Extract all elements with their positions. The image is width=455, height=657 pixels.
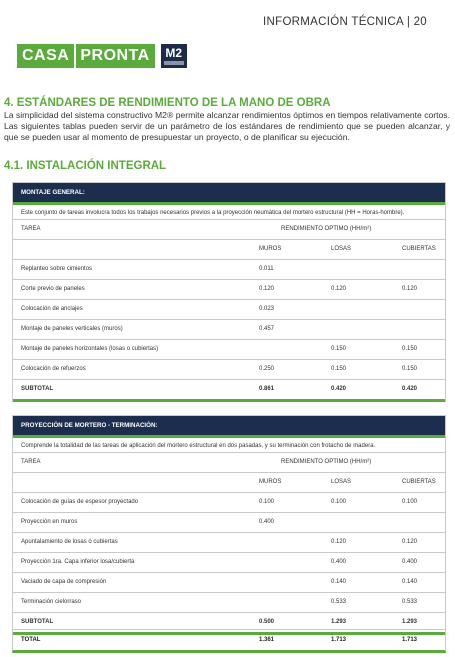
- col-muros-header: MUROS: [259, 479, 282, 485]
- total-row: TOTAL 1.361 1.713 1.713: [12, 629, 446, 653]
- table-row: Proyección en muros 0.400: [13, 513, 445, 533]
- table-title: MONTAJE GENERAL:: [13, 183, 445, 205]
- table-description: Este conjunto de tareas involucra todos los trabajos necesarios previos a la proyección neumática del mortero estructural (HH = Horas-hombre).: [13, 205, 445, 220]
- col-cubiertas-header: CUBIERTAS: [402, 246, 436, 252]
- table-row: Montaje de paneles verticales (muros) 0.457: [13, 320, 445, 340]
- subtotal-row: SUBTOTAL 0.500 1.293 1.293: [13, 613, 445, 635]
- col-losas-header: LOSAS: [331, 479, 352, 485]
- page-header: INFORMACIÓN TÉCNICA | 20: [263, 16, 427, 28]
- col-task-header: TAREA: [21, 226, 41, 232]
- col-perf-header: RENDIMIENTO OPTIMO (HH/m²): [281, 459, 372, 465]
- casapronta-logo: [17, 44, 187, 68]
- table-row: Montaje de paneles horizontales (losas o cubiertas) 0.150 0.150: [13, 340, 445, 360]
- table-row: Colocación de refuerzos 0.250 0.150 0.150: [13, 360, 445, 380]
- col-cubiertas-header: CUBIERTAS: [402, 479, 436, 485]
- section-title: 4. ESTÁNDARES DE RENDIMIENTO DE LA MANO DE OBRA: [4, 97, 331, 109]
- table-row: Corte previo de paneles 0.120 0.120 0.120: [13, 280, 445, 300]
- table-proyeccion-mortero: [12, 415, 446, 635]
- table-row: Replanteo sobre cimientos 0.011: [13, 260, 445, 280]
- table-row: Colocación de guías de espesor proyectado 0.100 0.100 0.100: [13, 493, 445, 513]
- table-subheader-row: [13, 473, 445, 493]
- table-subheader-row: [13, 240, 445, 260]
- table-row: Vaciado de capa de compresión 0.140 0.140: [13, 573, 445, 593]
- table-description: Comprende la totalidad de las tareas de aplicación del mortero estructural en dos pasadas, y su terminación con frotacho de madera.: [13, 438, 445, 453]
- subsection-title: 4.1. INSTALACIÓN INTEGRAL: [4, 160, 167, 172]
- table-row: Proyección 1ra. Capa inferior losa/cubierta 0.400 0.400: [13, 553, 445, 573]
- col-task-header: TAREA: [21, 459, 41, 465]
- table-row: Terminación cielorraso 0.533 0.533: [13, 593, 445, 613]
- section-intro: La simplicidad del sistema constructivo M2® permite alcanzar rendimientos óptimos en tiempos relativamente cortos. Las siguientes tablas pueden servir de un parámetro de los estándares de rendimiento que se pueden alcanzar, y que se pueden usar al momento de presupuestar un proyecto, o de planificar su ejecución.: [4, 110, 450, 142]
- logo-casa: CASA: [17, 44, 74, 68]
- col-perf-header: RENDIMIENTO OPTIMO (HH/m²): [281, 226, 372, 232]
- col-losas-header: LOSAS: [331, 246, 352, 252]
- table-row: Apuntalamiento de losas ó cubiertas 0.120 0.120: [13, 533, 445, 553]
- table-header-row: [13, 453, 445, 473]
- table-title: PROYECCIÓN DE MORTERO - TERMINACIÓN:: [13, 416, 445, 438]
- col-muros-header: MUROS: [259, 246, 282, 252]
- table-row: Colocación de anclajes 0.023: [13, 300, 445, 320]
- subtotal-row: SUBTOTAL 0.861 0.420 0.420: [13, 380, 445, 402]
- table-header-row: [13, 220, 445, 240]
- m2-logo-icon: M2: [161, 44, 187, 68]
- logo-pronta: PRONTA: [76, 44, 154, 68]
- table-montaje-general: [12, 182, 446, 402]
